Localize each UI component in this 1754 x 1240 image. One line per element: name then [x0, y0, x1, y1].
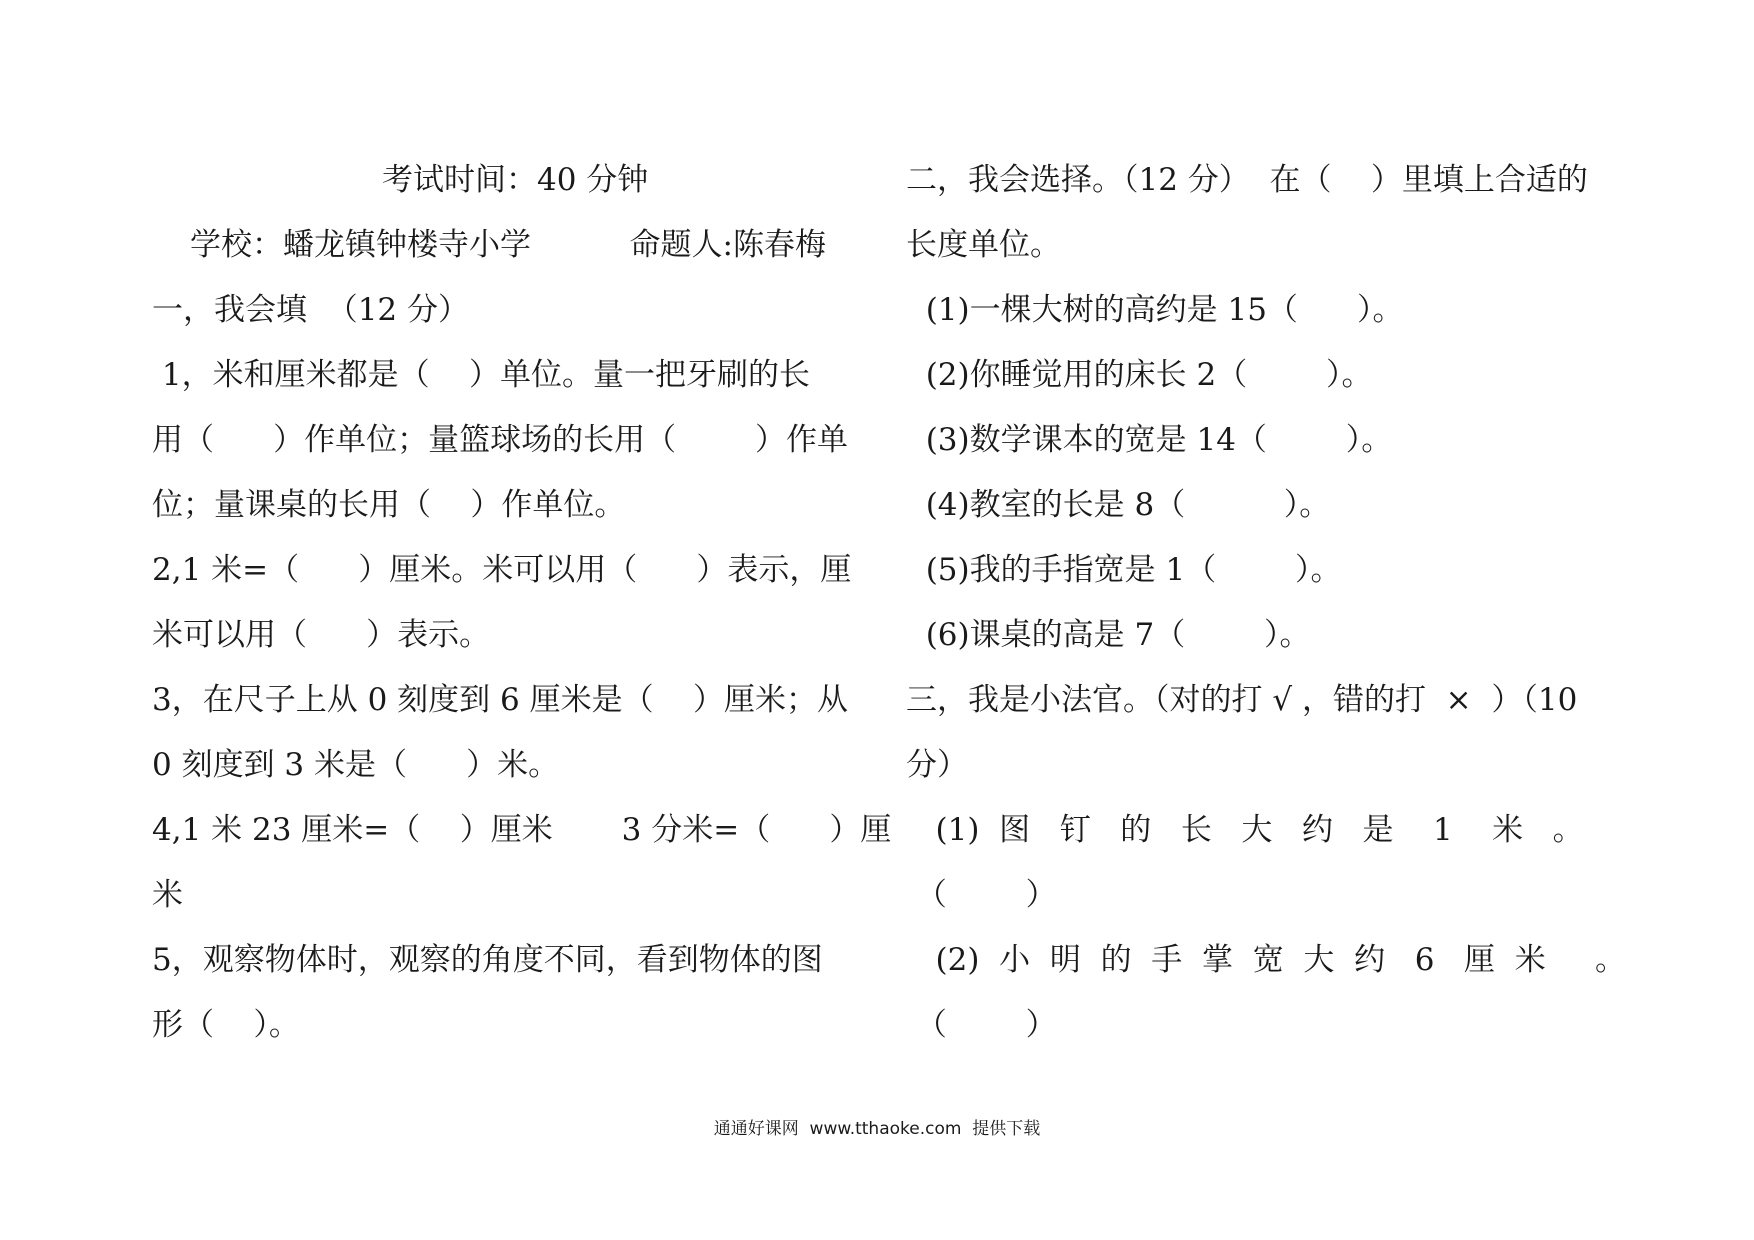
- exam-time: 考试时间：40 分钟: [382, 162, 649, 198]
- section1-line: 米: [152, 877, 183, 913]
- section3-item: (1) 图 钉 的 长 大 约 是 1 米 。: [906, 812, 1584, 848]
- section3-cont: 分）: [906, 747, 968, 783]
- section1-line: 1，米和厘米都是（ ）单位。量一把牙刷的长: [152, 357, 810, 393]
- section1-line: 形（ ）。: [152, 1007, 300, 1043]
- section1-line: 位；量课桌的长用（ ）作单位。: [152, 487, 626, 523]
- section1-line: 0 刻度到 3 米是（ ）米。: [152, 747, 560, 783]
- section1-line: 4,1 米 23 厘米=（ ）厘米 3 分米=（ ）厘: [152, 812, 892, 848]
- section1-line: 2,1 米=（ ）厘米。米可以用（ ）表示，厘: [152, 552, 852, 588]
- section2-item: (4)教室的长是 8（ ）。: [906, 487, 1331, 523]
- section2-item: (1)一棵大树的高约是 15（ ）。: [906, 292, 1404, 328]
- section1-line: 5，观察物体时，观察的角度不同，看到物体的图: [152, 942, 823, 978]
- section2-item: (2)你睡觉用的床长 2（ ）。: [906, 357, 1373, 393]
- footer-credit: 通通好课网 www.tthaoke.com 提供下载: [713, 1119, 1041, 1139]
- section3-item: （ ）: [906, 877, 1057, 913]
- section3-item: (2) 小 明 的 手 掌 宽 大 约 6 厘 米 。: [906, 942, 1626, 978]
- section1-title: 一，我会填 （12 分）: [152, 292, 470, 328]
- school-line: 学校：蟠龙镇钟楼寺小学 命题人:陈春梅: [190, 227, 826, 263]
- section2-cont: 长度单位。: [906, 227, 1061, 263]
- section1-line: 3，在尺子上从 0 刻度到 6 厘米是（ ）厘米；从: [152, 682, 848, 718]
- section2-item: (3)数学课本的宽是 14（ ）。: [906, 422, 1393, 458]
- section1-line: 米可以用（ ）表示。: [152, 617, 491, 653]
- section1-line: 用（ ）作单位；量篮球场的长用（ ）作单: [152, 422, 848, 458]
- section3-title: 三，我是小法官。（对的打 √ ，错的打 × ）（10: [906, 682, 1578, 718]
- section2-title: 二，我会选择。（12 分） 在（ ）里填上合适的: [906, 162, 1588, 198]
- section2-item: (6)课桌的高是 7（ ）。: [906, 617, 1311, 653]
- section3-item: （ ）: [906, 1007, 1057, 1043]
- section2-item: (5)我的手指宽是 1（ ）。: [906, 552, 1342, 588]
